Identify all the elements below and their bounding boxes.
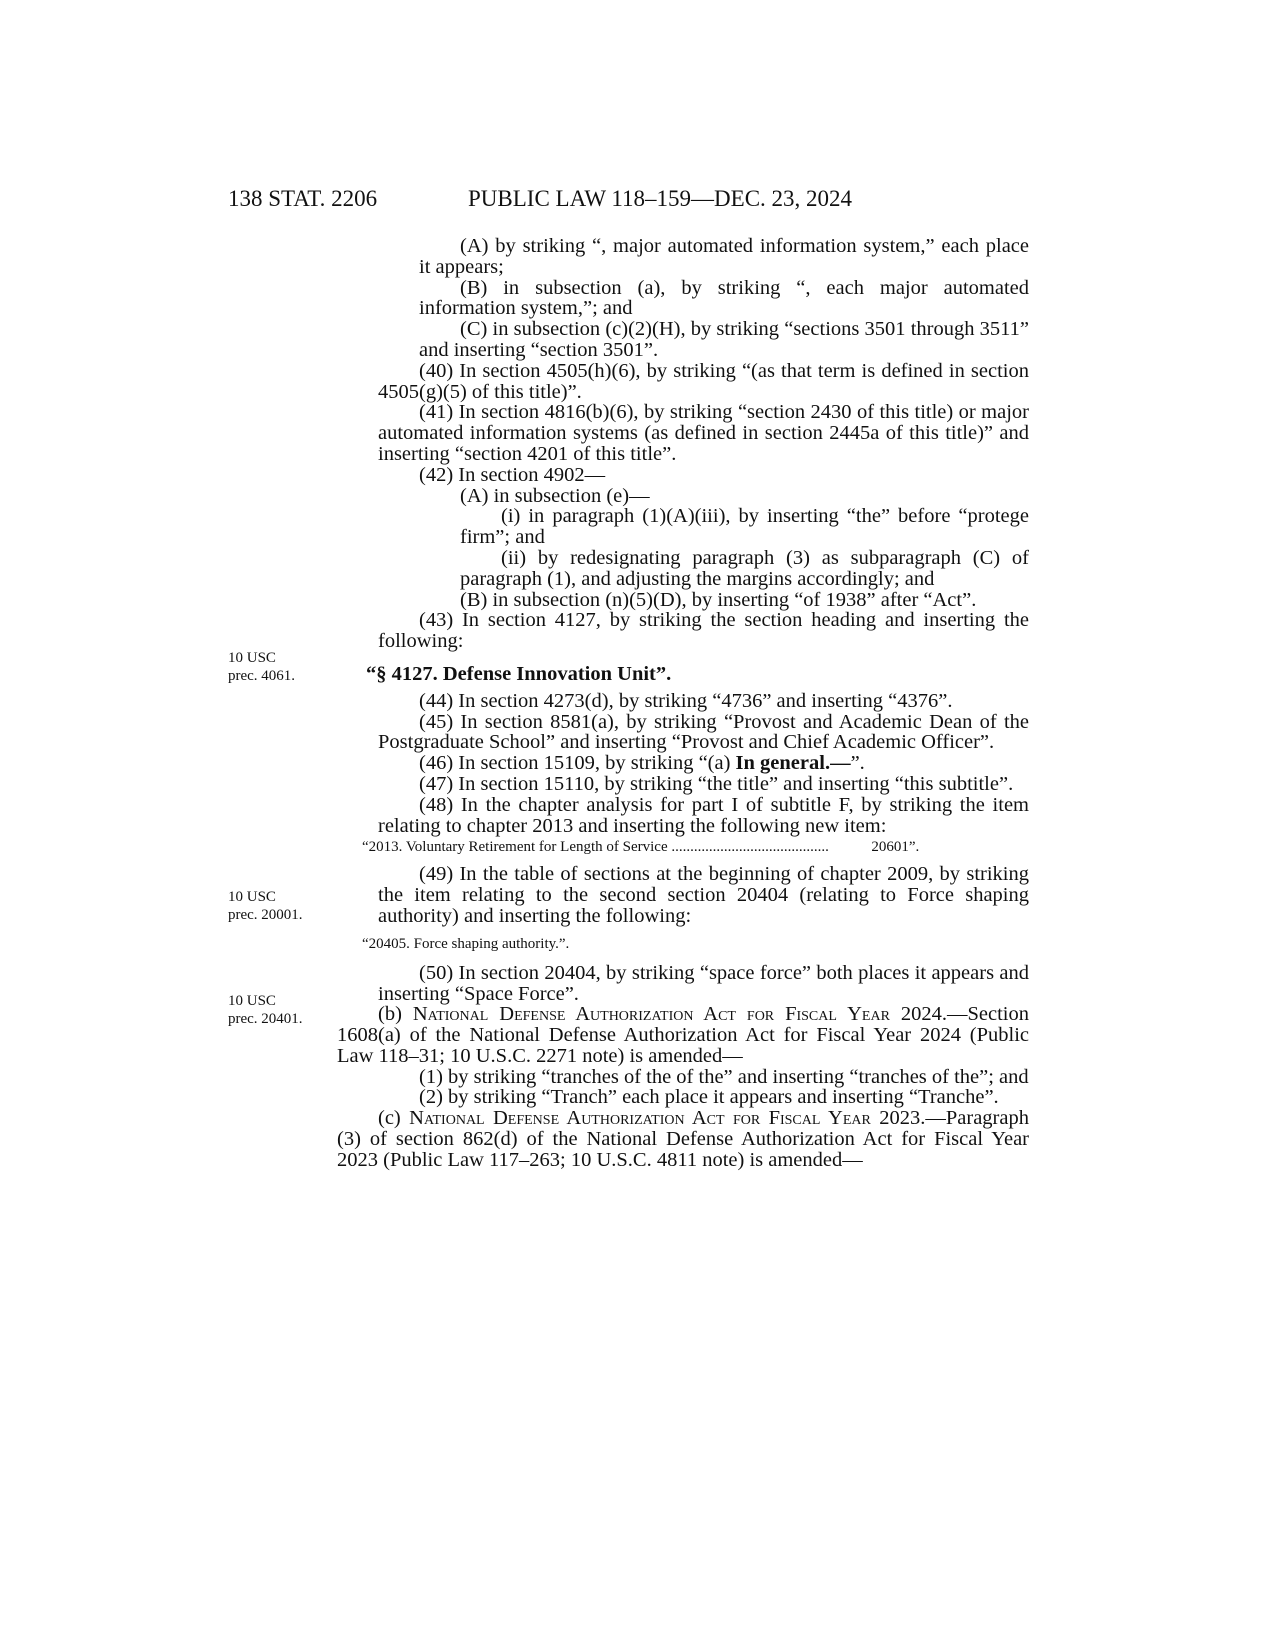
subsection-b-2: (2) by striking “Tranch” each place it appears and inserting “Tranche”.	[419, 1086, 999, 1109]
margin-note-line: prec. 20401.	[228, 1011, 303, 1027]
paragraph-39-b: (B) in subsection (a), by striking “, each major automated information system,”; and	[419, 276, 1029, 320]
toc-item-label: “2013. Voluntary Retirement for Length of Service	[362, 839, 668, 856]
toc-leader-dots: ..........................................	[671, 839, 829, 856]
paragraph-46	[378, 753, 1029, 774]
statute-body	[337, 235, 1029, 1171]
paragraph-46-text: (46) In section 15109, by striking “(a)	[419, 752, 736, 775]
subsection-c-text: .—Paragraph (3) of section 862(d) of the National Defense Authorization Act for Fiscal Year 2023 (Public Law 117–263; 10 U.S.C. 4811 note) is amended—	[337, 1107, 1029, 1171]
paragraph-39-c: (C) in subsection (c)(2)(H), by striking “sections 3501 through 3511” and inserting “section 3501”.	[419, 318, 1029, 361]
paragraph-46-closing: ”.	[850, 752, 865, 775]
subsection-c	[337, 1108, 1029, 1170]
margin-note-usc-20401	[228, 992, 303, 1028]
paragraph-42-b: (B) in subsection (n)(5)(D), by inserting “of 1938” after “Act”.	[460, 588, 977, 611]
stat-page-reference: 138 STAT. 2206	[228, 186, 378, 211]
margin-note-line: prec. 20001.	[228, 907, 303, 923]
paragraph-48: (48) In the chapter analysis for part I of subtitle F, by striking the item relating to chapter 2013 and inserting the following new item:	[378, 793, 1029, 837]
margin-note-usc-4061	[228, 649, 295, 685]
paragraph-45: (45) In section 8581(a), by striking “Provost and Academic Dean of the Postgraduate School” and inserting “Provost and Chief Academic Officer”.	[378, 710, 1029, 754]
paragraph-40: (40) In section 4505(h)(6), by striking “(as that term is defined in section 4505(g)(5) of this title)”.	[378, 359, 1029, 403]
running-header-law-title: PUBLIC LAW 118–159—DEC. 23, 2024	[468, 186, 853, 211]
section-heading-4127: “§ 4127. Defense Innovation Unit”.	[366, 662, 672, 685]
subsection-b	[337, 1004, 1029, 1066]
paragraph-42-a: (A) in subsection (e)—	[460, 484, 650, 507]
toc-item-section-number: 20601”.	[871, 839, 920, 856]
margin-note-line: prec. 4061.	[228, 668, 296, 684]
margin-note-usc-20001	[228, 888, 303, 924]
margin-note-line: 10 USC	[228, 993, 276, 1009]
paragraph-41: (41) In section 4816(b)(6), by striking “section 2430 of this title) or major automated information systems (as defined in section 2445a of this title)” and inserting “section 4201 of this title”.	[378, 401, 1029, 465]
paragraph-42-a-ii: (ii) by redesignating paragraph (3) as subparagraph (C) of paragraph (1), and adjusting the margins accordingly; and	[460, 546, 1029, 590]
paragraph-42: (42) In section 4902—	[419, 463, 606, 486]
paragraph-49: (49) In the table of sections at the beginning of chapter 2009, by striking the item relating to the second section 20404 (relating to Force shaping authority) and inserting the following:	[378, 863, 1029, 927]
subsection-b-label: (b)	[378, 1003, 413, 1026]
subsection-b-1: (1) by striking “tranches of the of the” and inserting “tranches of the”; and	[419, 1065, 1029, 1088]
paragraph-50: (50) In section 20404, by striking “space force” both places it appears and inserting “Space Force”.	[378, 961, 1029, 1005]
subsection-c-label: (c)	[378, 1107, 410, 1130]
margin-note-line: 10 USC	[228, 650, 276, 666]
paragraph-42-a-i: (i) in paragraph (1)(A)(iii), by inserting “the” before “protege firm”; and	[460, 505, 1029, 549]
paragraph-47: (47) In section 15110, by striking “the title” and inserting “this subtitle”.	[419, 772, 1014, 795]
subsection-c-heading: National Defense Authorization Act for Fiscal Year 2023	[409, 1107, 921, 1130]
subsection-b-text: .—Section 1608(a) of the National Defense Authorization Act for Fiscal Year 2024 (Public Law 118–31; 10 U.S.C. 2271 note) is amended—	[337, 1003, 1029, 1067]
table-of-sections-item: “20405. Force shaping authority.”.	[362, 935, 570, 952]
margin-note-line: 10 USC	[228, 889, 276, 905]
chapter-analysis-item	[362, 838, 1029, 856]
paragraph-46-bold-term: In general.—	[735, 752, 851, 775]
paragraph-39-a: (A) by striking “, major automated information system,” each place it appears;	[419, 235, 1029, 278]
paragraph-43: (43) In section 4127, by striking the section heading and inserting the following:	[378, 609, 1029, 653]
paragraph-44: (44) In section 4273(d), by striking “4736” and inserting “4376”.	[419, 689, 953, 712]
subsection-b-heading: National Defense Authorization Act for Fiscal Year 2024	[412, 1003, 942, 1026]
